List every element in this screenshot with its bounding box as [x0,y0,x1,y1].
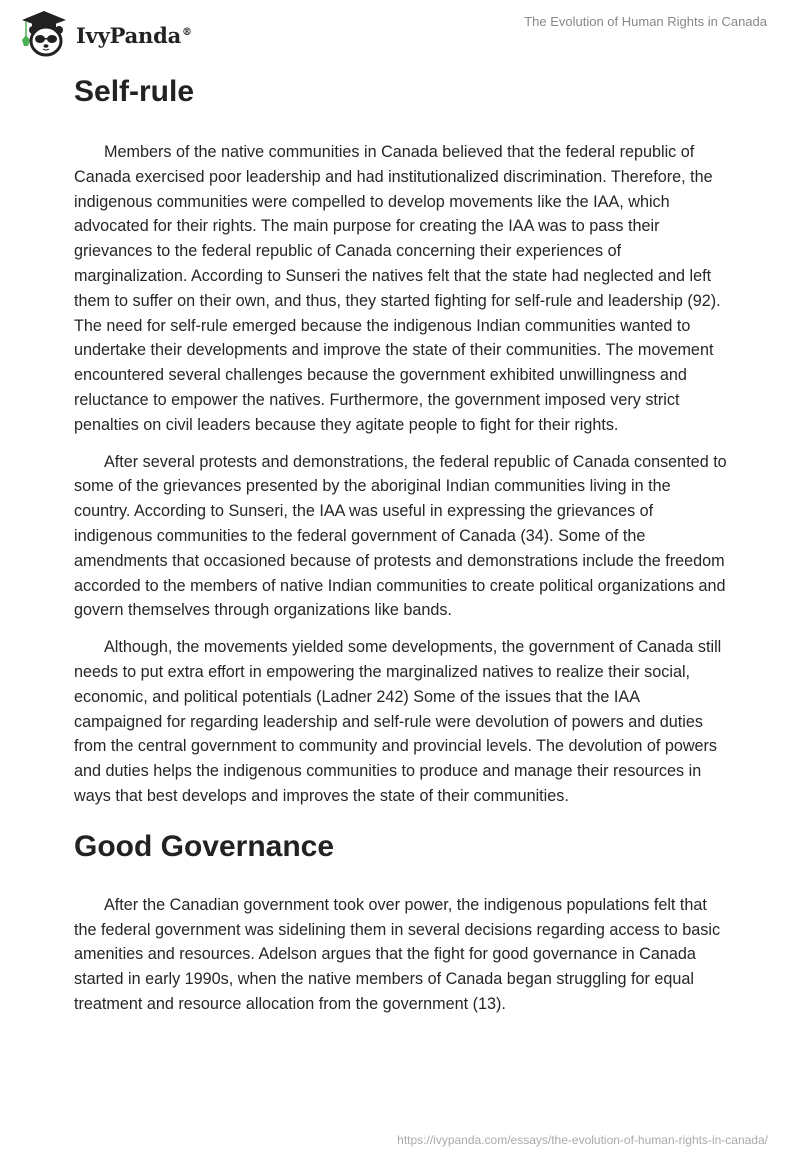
paragraph: Although, the movements yielded some developments, the government of Canada still needs to put extra effort in empowering the marginalized natives to realize their social, economic, and political potentials (Ladner 242) Some of the issues that the IAA campaigned for regarding leadership and self-rule were devolution of powers and duties from the central government to community and provincial levels. The devolution of powers and duties helps the indigenous communities to produce and manage their resources in ways that best develops and improves the state of their communities. [74,638,722,805]
section-heading: Self-rule [74,75,195,108]
section-heading: Good Governance [74,829,335,863]
page-header [0,0,800,60]
logo-text: IvyPanda® [76,22,192,48]
source-url[interactable]: https://ivypanda.com/essays/the-evolution-of-human-rights-in-canada/ [397,1133,768,1147]
section-good-governance [74,827,730,1017]
ivypanda-logo[interactable] [16,8,192,58]
paragraph: After the Canadian government took over power, the indigenous populations felt that the federal government was sidelining them in several decisions regarding access to basic amenities and resources. Adelson argues that the fight for good governance in Canada started in early 1990s, when the native members of Canada began struggling for equal treatment and resource allocation from the government (13). [74,895,721,1013]
document-title: The Evolution of Human Rights in Canada [524,14,767,29]
paragraph: After several protests and demonstrations, the federal republic of Canada consented to some of the grievances presented by the aboriginal Indian communities living in the country. According to Sunseri, the IAA was useful in expressing the grievances of indigenous communities to the federal government of Canada (34). Some of the amendments that occasioned because of protests and demonstrations include the freedom accorded to the members of native Indian communities to create political organizations and govern themselves through organizations like bands. [74,452,727,620]
paragraph: Members of the native communities in Canada believed that the federal republic of Canada exercised poor leadership and had institutionalized discrimination. Therefore, the indigenous communities were compelled to develop movements like the IAA, which advocated for their rights. The main purpose for creating the IAA was to pass their grievances to the federal republic of Canada concerning their experiences of marginalization. According to Sunseri the natives felt that the state had neglected and left them to suffer on their own, and thus, they started fighting for self-rule and leadership (92). The need for self-rule emerged because the indigenous Indian communities wanted to undertake their developments and improve the state of their communities. The movement encountered several challenges because the government exhibited unwillingness and reluctance to empower the natives. Furthermore, the government imposed very strict penalties on civil leaders because they agitate people to fight for their rights. [74,143,721,434]
panda-graduate-icon [16,8,72,58]
article-body [74,70,730,1017]
section-self-rule [74,72,730,809]
